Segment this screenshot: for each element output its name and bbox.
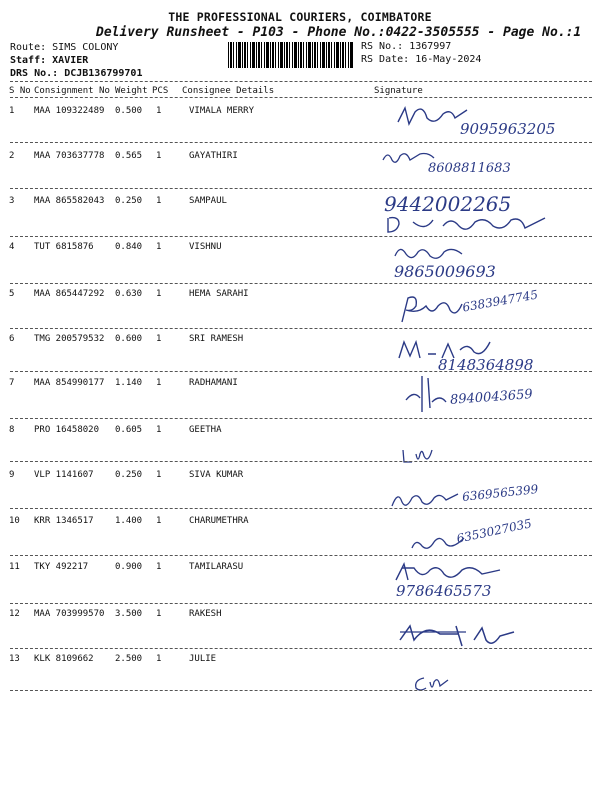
- rs-date-value: 16-May-2024: [415, 54, 482, 65]
- route-label: Route:: [10, 42, 47, 53]
- signature-scribble: [398, 292, 466, 328]
- col-header-pcs: PCS: [152, 86, 169, 96]
- col-header-weight: Weight: [115, 86, 148, 96]
- rs-number: [361, 41, 451, 52]
- rs-no-value: 1367997: [409, 41, 452, 52]
- row-divider: [10, 418, 592, 419]
- row-pcs: 1: [156, 242, 162, 252]
- signature-scribble: [396, 618, 516, 652]
- row-pcs: 1: [156, 425, 162, 435]
- row-pcs: 1: [156, 516, 162, 526]
- drs-info: [10, 68, 142, 79]
- row-consignment: MAA 703999570: [34, 609, 105, 619]
- handwritten-phone: 9865009693: [394, 262, 496, 281]
- rs-no-label: RS No.:: [361, 41, 404, 52]
- row-pcs: 1: [156, 654, 162, 664]
- row-divider: [10, 142, 592, 143]
- row-consignee: VISHNU: [189, 242, 222, 252]
- row-divider: [10, 236, 592, 237]
- row-divider: [10, 461, 592, 462]
- row-consignee: GAYATHIRI: [189, 151, 238, 161]
- signature-scribble: [392, 560, 502, 586]
- row-sno: 5: [9, 289, 15, 299]
- handwritten-phone: 8940043659: [449, 387, 534, 408]
- handwritten-phone: 9786465573: [396, 582, 492, 600]
- row-consignment: MAA 703637778: [34, 151, 105, 161]
- row-divider: [10, 328, 592, 329]
- handwritten-phone: 9442002265: [384, 192, 512, 216]
- handwritten-phone: 6353027035: [455, 516, 533, 546]
- signature-scribble: [396, 336, 496, 362]
- row-sno: 11: [9, 562, 20, 572]
- signature-scribble: [395, 100, 475, 132]
- row-weight: 3.500: [115, 609, 143, 619]
- row-pcs: 1: [156, 151, 162, 161]
- header-divider-bottom: [10, 97, 592, 98]
- row-divider: [10, 283, 592, 284]
- signature-scribble: [380, 146, 440, 168]
- row-consignment: TMG 200579532: [34, 334, 105, 344]
- row-consignee: GEETHA: [189, 425, 222, 435]
- row-divider: [10, 371, 592, 372]
- row-divider: [10, 188, 592, 189]
- row-pcs: 1: [156, 562, 162, 572]
- row-sno: 6: [9, 334, 15, 344]
- row-weight: 1.140: [115, 378, 143, 388]
- row-consignee: CHARUMETHRA: [189, 516, 249, 526]
- col-header-consignee: Consignee Details: [182, 86, 275, 96]
- signature-scribble: [400, 372, 450, 416]
- rs-date: [361, 54, 481, 65]
- row-consignment: MAA 854990177: [34, 378, 105, 388]
- runsheet-title: THE PROFESSIONAL COURIERS, COIMBATORE: [168, 10, 432, 24]
- row-consignment: VLP 1141607: [34, 470, 94, 480]
- row-weight: 1.400: [115, 516, 143, 526]
- row-weight: 0.565: [115, 151, 143, 161]
- row-consignment: MAA 109322489: [34, 106, 105, 116]
- row-consignment: KRR 1346517: [34, 516, 94, 526]
- row-sno: 12: [9, 609, 20, 619]
- runsheet-subtitle: Delivery Runsheet - P103 - Phone No.:0422-3505555 - Page No.:1: [96, 25, 582, 40]
- row-consignee: SAMPAUL: [189, 196, 227, 206]
- row-weight: 0.250: [115, 470, 143, 480]
- row-consignment: TUT 6815876: [34, 242, 94, 252]
- row-weight: 0.600: [115, 334, 143, 344]
- staff-label: Staff:: [10, 55, 47, 66]
- row-consignee: RADHAMANI: [189, 378, 238, 388]
- handwritten-phone: 6383947745: [461, 287, 539, 315]
- row-sno: 3: [9, 196, 15, 206]
- row-weight: 0.900: [115, 562, 143, 572]
- row-weight: 2.500: [115, 654, 143, 664]
- row-consignment: KLK 8109662: [34, 654, 94, 664]
- row-consignee: TAMILARASU: [189, 562, 244, 572]
- row-consignee: RAKESH: [189, 609, 222, 619]
- col-header-signature: Signature: [374, 86, 423, 96]
- staff-info: [10, 55, 88, 66]
- row-divider: [10, 603, 592, 604]
- route-info: [10, 42, 118, 53]
- signature-scribble: [392, 242, 472, 264]
- row-weight: 0.250: [115, 196, 143, 206]
- row-consignment: MAA 865582043: [34, 196, 105, 206]
- row-divider: [10, 648, 592, 649]
- row-pcs: 1: [156, 609, 162, 619]
- row-consignee: VIMALA MERRY: [189, 106, 255, 116]
- row-sno: 7: [9, 378, 15, 388]
- row-divider: [10, 555, 592, 556]
- barcode-image: [228, 42, 353, 68]
- rs-date-label: RS Date:: [361, 54, 410, 65]
- row-weight: 0.630: [115, 289, 143, 299]
- handwritten-phone: 8148364898: [438, 356, 534, 374]
- col-header-sno: S No: [9, 86, 31, 96]
- row-consignee: SRI RAMESH: [189, 334, 244, 344]
- row-divider: [10, 508, 592, 509]
- row-sno: 1: [9, 106, 15, 116]
- signature-scribble: [400, 444, 440, 466]
- row-weight: 0.840: [115, 242, 143, 252]
- row-consignee: HEMA SARAHI: [189, 289, 249, 299]
- handwritten-phone: 6369565399: [461, 482, 539, 504]
- header-divider-top: [10, 81, 592, 82]
- staff-value: XAVIER: [52, 55, 89, 66]
- handwritten-phone: 8608811683: [428, 161, 511, 176]
- row-sno: 13: [9, 654, 20, 664]
- row-sno: 4: [9, 242, 15, 252]
- route-value: SIMS COLONY: [52, 42, 119, 53]
- drs-label: DRS No.:: [10, 68, 59, 79]
- row-consignment: MAA 865447292: [34, 289, 105, 299]
- row-weight: 0.605: [115, 425, 143, 435]
- row-consignee: SIVA KUMAR: [189, 470, 244, 480]
- signature-scribble: [385, 212, 555, 236]
- handwritten-phone: 9095963205: [460, 120, 556, 138]
- row-pcs: 1: [156, 196, 162, 206]
- row-divider: [10, 690, 592, 691]
- row-pcs: 1: [156, 378, 162, 388]
- row-consignee: JULIE: [189, 654, 217, 664]
- row-sno: 8: [9, 425, 15, 435]
- row-consignment: PRO 16458020: [34, 425, 100, 435]
- col-header-consignment: Consignment No: [34, 86, 110, 96]
- signature-scribble: [408, 530, 468, 556]
- row-pcs: 1: [156, 334, 162, 344]
- row-pcs: 1: [156, 289, 162, 299]
- row-sno: 10: [9, 516, 20, 526]
- row-sno: 2: [9, 151, 15, 161]
- row-pcs: 1: [156, 106, 162, 116]
- row-pcs: 1: [156, 470, 162, 480]
- row-consignment: TKY 492217: [34, 562, 89, 572]
- row-sno: 9: [9, 470, 15, 480]
- drs-value: DCJB136799701: [64, 68, 143, 79]
- row-weight: 0.500: [115, 106, 143, 116]
